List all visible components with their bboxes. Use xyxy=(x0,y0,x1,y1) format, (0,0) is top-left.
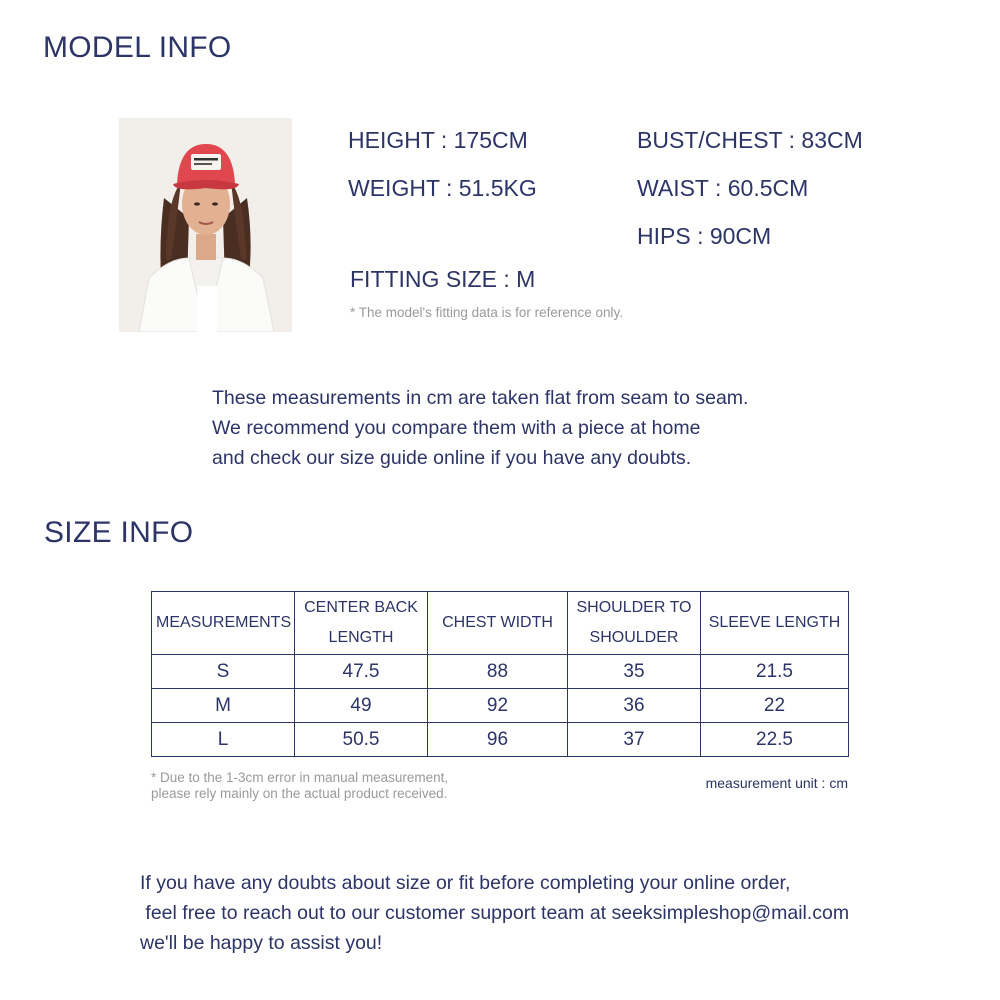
table-cell: 36 xyxy=(568,689,701,723)
measurement-unit: measurement unit : cm xyxy=(705,775,848,791)
model-bust: BUST/CHEST : 83CM xyxy=(637,127,863,153)
size-table-header-row xyxy=(152,592,849,655)
model-waist: WAIST : 60.5CM xyxy=(637,175,809,201)
model-info-heading: MODEL INFO xyxy=(43,31,232,64)
intro-line-3: and check our size guide online if you have any doubts. xyxy=(212,447,692,469)
table-cell: 49 xyxy=(295,689,428,723)
contact-line-3: we'll be happy to assist you! xyxy=(140,932,383,954)
table-cell: 21.5 xyxy=(701,655,849,689)
model-photo xyxy=(119,118,292,332)
model-height: HEIGHT : 175CM xyxy=(348,127,528,153)
header-measurements: MEASUREMENTS xyxy=(152,592,295,655)
model-reference-note: * The model's fitting data is for reference only. xyxy=(350,305,623,320)
contact-line-2: feel free to reach out to our customer support team at seeksimpleshop@mail.com xyxy=(140,902,850,924)
header-center-back-length: CENTER BACK LENGTH xyxy=(295,592,428,655)
size-info-heading: SIZE INFO xyxy=(44,516,194,549)
intro-line-2: We recommend you compare them with a piece at home xyxy=(212,417,701,439)
table-cell: 22 xyxy=(701,689,849,723)
table-cell: 50.5 xyxy=(295,723,428,757)
model-weight: WEIGHT : 51.5KG xyxy=(348,175,537,201)
table-row xyxy=(152,655,849,689)
table-row xyxy=(152,723,849,757)
table-cell: 47.5 xyxy=(295,655,428,689)
table-cell: 88 xyxy=(428,655,568,689)
model-illustration xyxy=(119,118,292,332)
table-cell: 37 xyxy=(568,723,701,757)
measurement-error-note xyxy=(151,770,448,802)
table-cell: 22.5 xyxy=(701,723,849,757)
contact-paragraph xyxy=(140,868,849,958)
header-shoulder-to-shoulder: SHOULDER TO SHOULDER xyxy=(568,592,701,655)
size-table xyxy=(151,591,849,757)
header-sleeve-length: SLEEVE LENGTH xyxy=(701,592,849,655)
table-cell: 35 xyxy=(568,655,701,689)
size-label: M xyxy=(152,689,295,723)
error-note-line-2: please rely mainly on the actual product received. xyxy=(151,786,448,801)
model-fitting-size: FITTING SIZE : M xyxy=(350,266,536,292)
error-note-line-1: * Due to the 1-3cm error in manual measurement, xyxy=(151,770,449,785)
table-row xyxy=(152,689,849,723)
contact-line-1: If you have any doubts about size or fit before completing your online order, xyxy=(140,872,791,894)
measurement-intro xyxy=(212,383,748,473)
size-label: S xyxy=(152,655,295,689)
header-chest-width: CHEST WIDTH xyxy=(428,592,568,655)
table-cell: 96 xyxy=(428,723,568,757)
intro-line-1: These measurements in cm are taken flat from seam to seam. xyxy=(212,387,749,409)
table-cell: 92 xyxy=(428,689,568,723)
model-hips: HIPS : 90CM xyxy=(637,223,772,249)
size-label: L xyxy=(152,723,295,757)
